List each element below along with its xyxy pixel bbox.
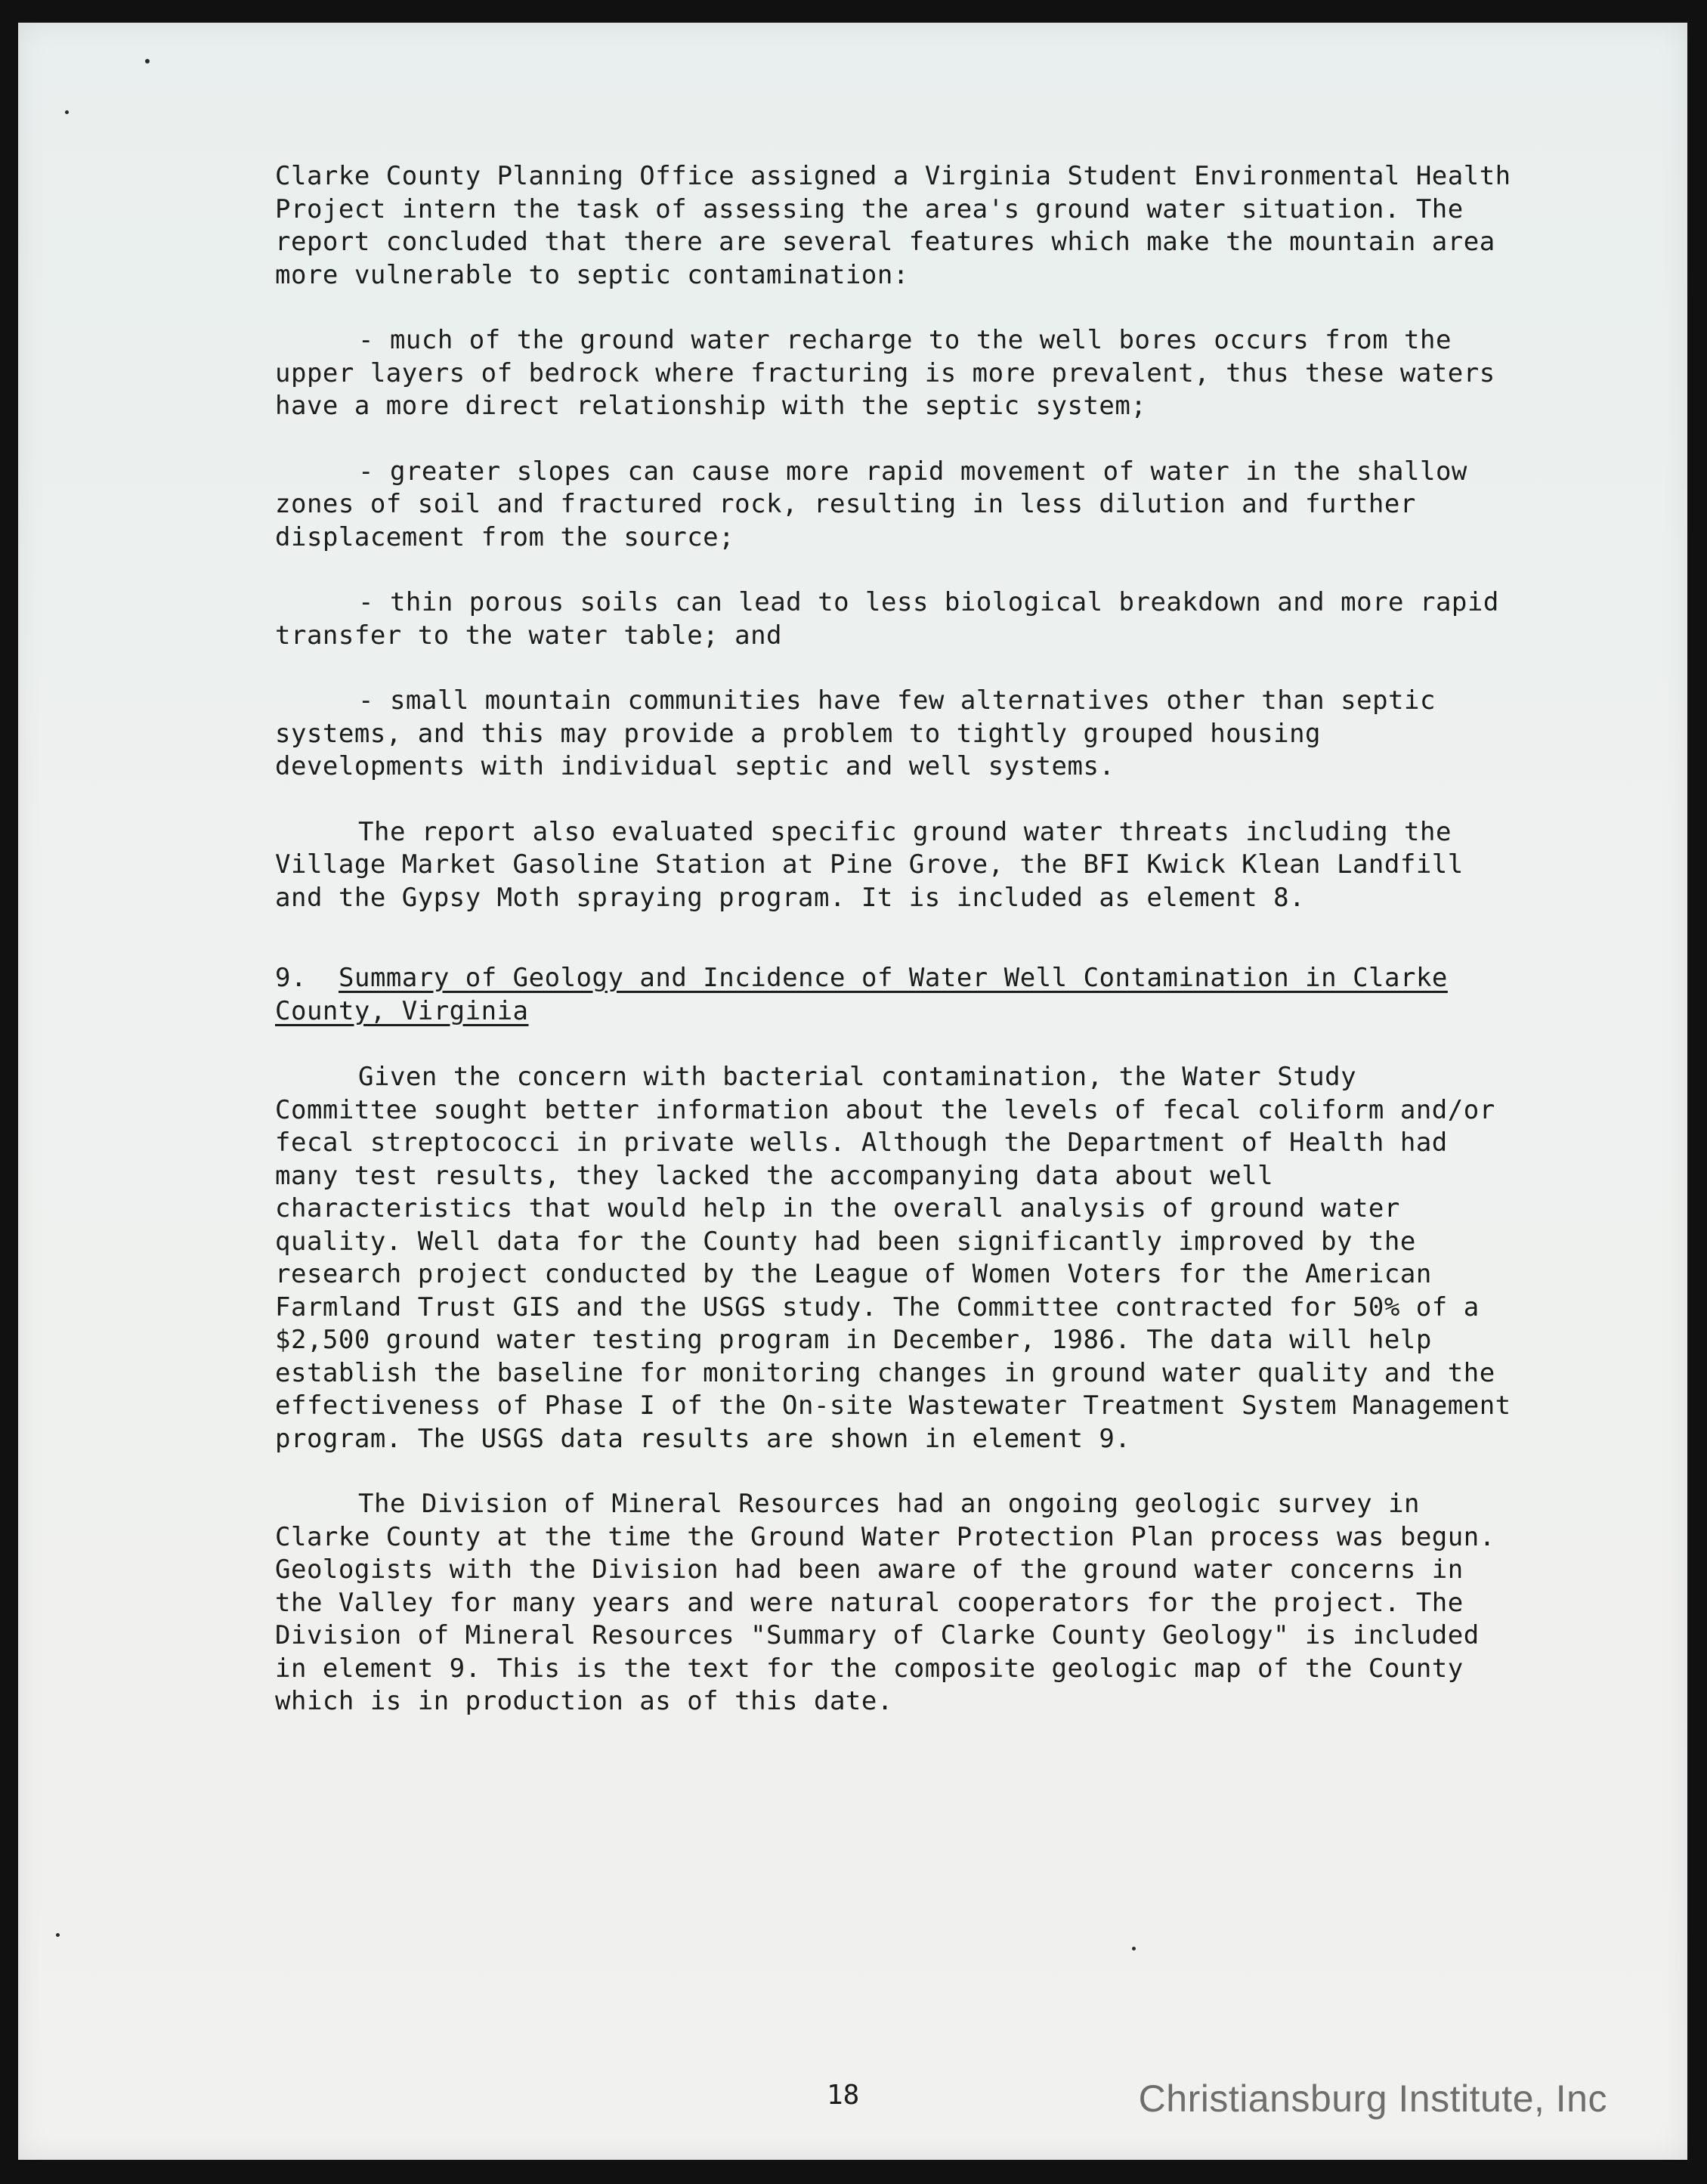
bullet-paragraph: - much of the ground water recharge to the well bores occurs from the upper layers of bedrock where fracturing is more prevalent, thus these waters have a more direct relationship with the septic system;	[275, 325, 1495, 421]
section-title: Summary of Geology and Incidence of Water Well Contamination in Clarke County, Virginia	[275, 963, 1448, 1026]
watermark: Christiansburg Institute, Inc	[1138, 2077, 1607, 2120]
bullet-paragraph: - small mountain communities have few alternatives other than septic systems, and this may provide a problem to tightly grouped housing developments with individual septic and well systems.	[275, 685, 1436, 781]
speck-mark	[56, 1933, 60, 1937]
speck-mark	[145, 59, 150, 63]
document-page	[18, 23, 1687, 2160]
paragraph: Clarke County Planning Office assigned a Virginia Student Environmental Health Project intern the task of assessing the area's ground water situation. The report concluded that there are several features which make the mountain area more vulnerable to septic contamination:	[275, 161, 1511, 290]
paragraph: Given the concern with bacterial contamination, the Water Study Committee sought better information about the levels of fecal coliform and/or fecal streptococci in private wells. Although the Department of Health had many test results, they lacked the accompanying data about well characteristics that would help in the overall analysis of ground water quality. Well data for the County had been significantly improved by the research project conducted by the League of Women Voters for the American Farmland Trust GIS and the USGS study. The Committee contracted for 50% of a $2,500 ground water testing program in December, 1986. The data will help establish the baseline for monitoring changes in ground water quality and the effectiveness of Phase I of the On-site Wastewater Treatment System Management program. The USGS data results are shown in element 9.	[275, 1062, 1511, 1454]
bullet-paragraph: - greater slopes can cause more rapid movement of water in the shallow zones of soil and fractured rock, resulting in less dilution and further displacement from the source;	[275, 456, 1467, 552]
paragraph: The report also evaluated specific ground water threats including the Village Market Gasoline Station at Pine Grove, the BFI Kwick Klean Landfill and the Gypsy Moth spraying program. It is included as element 8.	[275, 816, 1464, 913]
page-number: 18	[827, 2080, 860, 2111]
bullet-paragraph: - thin porous soils can lead to less biological breakdown and more rapid transfer to the water table; and	[275, 587, 1499, 651]
section-heading	[275, 962, 1514, 1028]
body-text	[275, 160, 1514, 1751]
speck-mark	[65, 110, 69, 114]
section-number: 9.	[275, 963, 307, 993]
speck-mark	[1132, 1947, 1136, 1950]
paragraph: The Division of Mineral Resources had an ongoing geologic survey in Clarke County at the time the Ground Water Protection Plan process was begun. Geologists with the Division had been aware of the ground water concerns in the Valley for many years and were natural cooperators for the project. The Division of Mineral Resources "Summary of Clarke County Geology" is included in element 9. This is the text for the composite geologic map of the County which is in production as of this date.	[275, 1489, 1495, 1716]
